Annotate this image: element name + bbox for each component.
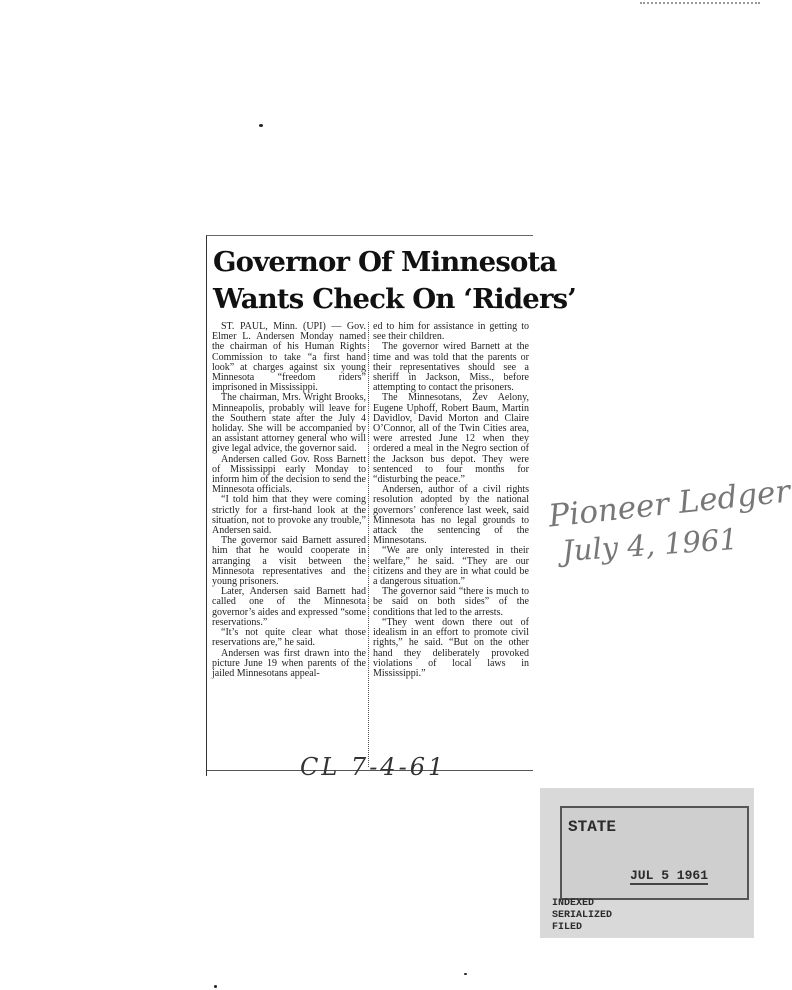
headline [213,244,577,318]
paragraph: ed to him for assistance in getting to see their children. [373,321,529,343]
stamp-indexed: INDEXED [552,898,595,909]
article-column-1 [212,322,366,679]
headline-line-2: Wants Check On ‘Riders’ [213,283,577,315]
newspaper-clipping [206,235,577,776]
paragraph: “It’s not quite clear what those reservations are,” he said. [212,627,366,649]
paragraph: Andersen called Gov. Ross Barnett of Mississippi early Monday to inform him of the decision to send the Minnesota officials. [212,453,366,496]
paragraph: Andersen was first drawn into the picture June 19 when parents of the jailed Minnesotans appeal- [212,647,366,679]
scan-speck [259,124,263,127]
paragraph: ST. PAUL, Minn. (UPI) — Gov. Elmer L. Andersen Monday named the chairman of his Human Rights Commission to take “a first hand look” at charges against six young Minnesota “freedom riders” imprisoned in Mississippi. [212,321,366,394]
paragraph: The governor said Barnett assured him that he would cooperate in arranging a visit between the Minnesota representatives and the young prisoners. [212,535,366,588]
handwritten-date: July 4, 1961 [561,521,739,569]
stamp-agency: STATE [568,818,617,836]
paragraph: The Minnesotans, Zev Aelony, Eugene Uphoff, Robert Baum, Martin Davidlov, David Morton and Claire O’Connor, all of the Twin Cities area, were arrested June 12 when they ordered a meal in the Negro section of the Jackson bus depot. They were sentenced to four months for “disturbing the peace.” [373,392,529,486]
paragraph: Later, Andersen said Barnett had called one of the Minnesota governor’s aides and expressed “some reservations.” [212,586,366,628]
scan-speck [214,985,217,988]
paragraph: The governor wired Barnett at the time and was told that the parents or their representatives should see a sheriff in Jackson, Miss., before attempting to contact the prisoners. [373,341,529,394]
stamp-filed: FILED [552,922,583,933]
file-stamp [540,788,754,938]
column-divider [368,322,369,767]
scan-speck [464,973,467,975]
article-column-2 [373,322,529,679]
top-edge-dots [640,2,760,4]
paragraph: Andersen, author of a civil rights resolution adopted by the national governors’ conference last week, said Minnesota has no legal grounds to attack the sentencing of the Minnesotans. [373,484,529,547]
paragraph: The governor said “there is much to be said on both sides” of the conditions that led to the arrests. [373,586,529,618]
stamp-date: JUL 5 1961 [630,868,709,883]
stamp-serialized: SERIALIZED [552,910,613,921]
paragraph: The chairman, Mrs. Wright Brooks, Minneapolis, probably will leave for the Southern state after the July 4 holiday. She will be accompanied by an assistant attorney general who will give legal advice, the governor said. [212,392,366,455]
headline-line-1: Governor Of Minnesota [213,246,557,278]
paragraph: “We are only interested in their welfare,” he said. “They are our citizens and they are in what could be a dangerous situation.” [373,545,529,588]
handwritten-source: Pioneer Ledger [546,473,792,535]
paragraph: “I told him that they were coming strictly for a first-hand look at the situation, not to provoke any trouble,” Andersen said. [212,494,366,537]
paragraph: “They went down there out of idealism in an effort to promote civil rights,” he said. “But on the other hand they deliberately provoked violations of local laws in Mississippi.” [373,616,529,679]
handwritten-file-code: CL 7-4-61 [300,753,447,781]
